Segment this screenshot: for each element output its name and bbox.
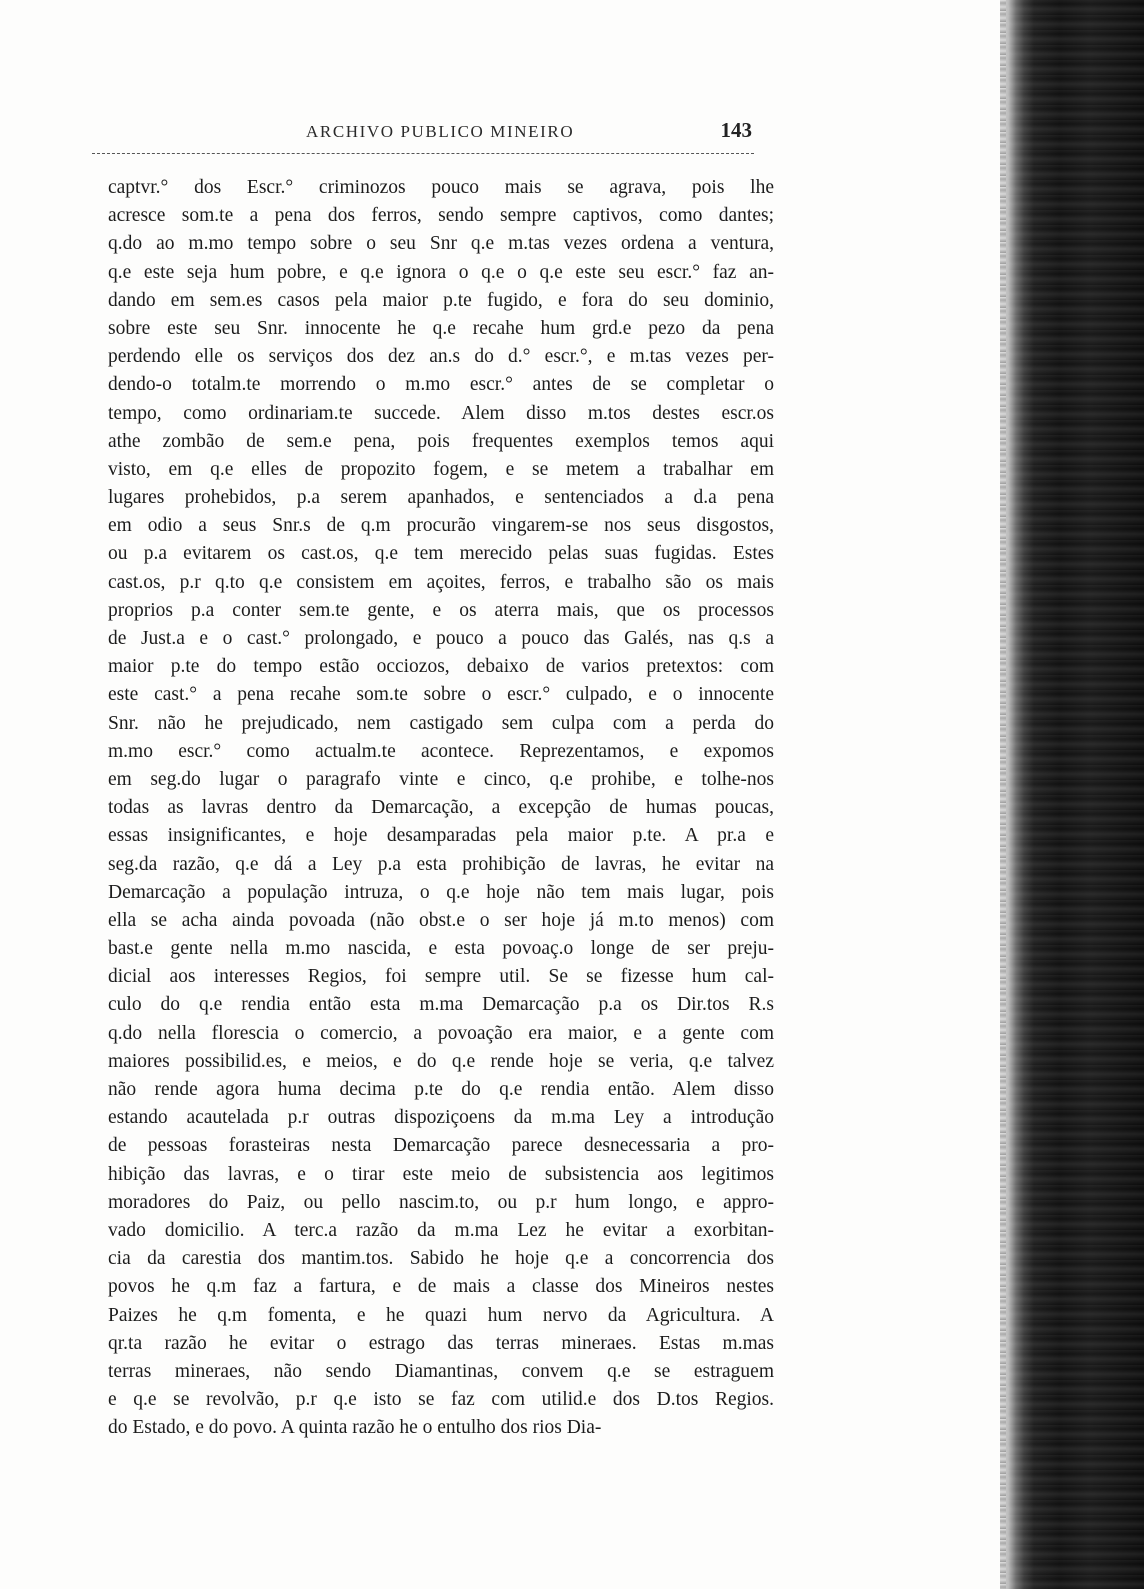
text-line: cast.os, p.r q.to q.e consistem em açoites, ferros, e trabalho são os mais: [108, 571, 774, 593]
running-title: ARCHIVO PUBLICO MINEIRO: [306, 122, 575, 141]
text-line: hibição das lavras, e o tirar este meio de subsistencia aos legitimos: [108, 1163, 774, 1185]
text-line: perdendo elle os serviços dos dez an.s do d.° escr.°, e m.tas vezes per-: [108, 346, 774, 368]
text-line: terras mineraes, não sendo Diamantinas, convem q.e se estraguem: [108, 1360, 774, 1382]
text-line: m.mo escr.° como actualm.te acontece. Reprezentamos, e expomos: [108, 740, 774, 762]
text-line: q.do ao m.mo tempo sobre o seu Snr q.e m.tas vezes ordena a ventura,: [108, 233, 774, 255]
text-line: acresce som.te a pena dos ferros, sendo sempre captivos, como dantes;: [108, 205, 774, 227]
text-line: não rende agora huma decima p.te do q.e rendia então. Alem disso: [108, 1079, 774, 1100]
text-line: bast.e gente nella m.mo nascida, e esta povoaç.o longe de ser preju-: [108, 938, 774, 960]
text-line: dando em sem.es casos pela maior p.te fugido, e fora do seu dominio,: [108, 289, 774, 311]
text-line: em odio a seus Snr.s de q.m procurão vingarem-se nos seus disgostos,: [108, 515, 774, 537]
text-line: sobre este seu Snr. innocente he q.e recahe hum grd.e pezo da pena: [108, 317, 774, 339]
text-line: todas as lavras dentro da Demarcação, a excepção de humas poucas,: [108, 797, 774, 819]
text-line: captvr.° dos Escr.° criminozos pouco mais se agrava, pois lhe: [108, 177, 774, 198]
text-line: estando acautelada p.r outras dispoziçoens da m.ma Ley a introdução: [108, 1107, 774, 1129]
page-number: 143: [720, 118, 752, 142]
page-edges: [1000, 0, 1006, 1589]
binding-texture: [1008, 0, 1144, 1589]
text-line: e q.e se revolvão, p.r q.e isto se faz com utilid.e dos D.tos Regios.: [108, 1389, 774, 1411]
text-line: athe zombão de sem.e pena, pois frequentes exemplos temos aqui: [108, 430, 774, 452]
text-line: tempo, como ordinariam.te succede. Alem disso m.tos destes escr.os: [108, 402, 774, 424]
text-line: maiores possibilid.es, e meios, e do q.e rende hoje se veria, q.e talvez: [108, 1050, 774, 1072]
text-line: cia da carestia dos mantim.tos. Sabido he hoje q.e a concorrencia dos: [108, 1248, 774, 1270]
text-line: culo do q.e rendia então esta m.ma Demarcação p.a os Dir.tos R.s: [108, 994, 774, 1016]
text-line: Paizes he q.m fomenta, e he quazi hum nervo da Agricultura. A: [108, 1304, 774, 1326]
header-rule: [92, 153, 754, 154]
text-line: maior p.te do tempo estão occiozos, debaixo de varios pretextos: com: [108, 656, 774, 678]
text-line: de Just.a e o cast.° prolongado, e pouco a pouco das Galés, nas q.s a: [108, 628, 774, 649]
text-line: de pessoas forasteiras nesta Demarcação parece desnecessaria a pro-: [108, 1135, 774, 1157]
text-line: lugares prohebidos, p.a serem apanhados, e sentenciados a d.a pena: [108, 487, 774, 509]
page-header: [108, 118, 754, 146]
body-text: [108, 174, 774, 1442]
text-line: este cast.° a pena recahe som.te sobre o escr.° culpado, e o innocente: [108, 684, 774, 706]
text-line: do Estado, e do povo. A quinta razão he o entulho dos rios Dia-: [108, 1417, 602, 1439]
text-line: ella se acha ainda povoada (não obst.e o ser hoje já m.to menos) com: [108, 909, 774, 931]
text-line: dendo-o totalm.te morrendo o m.mo escr.° antes de se completar o: [108, 374, 774, 396]
text-line: moradores do Paiz, ou pello nascim.to, ou p.r hum longo, e appro-: [108, 1191, 774, 1213]
text-line: essas insignificantes, e hoje desamparadas pela maior p.te. A pr.a e: [108, 825, 774, 847]
text-line: Snr. não he prejudicado, nem castigado sem culpa com a perda do: [108, 712, 774, 734]
text-line: q.e este seja hum pobre, e q.e ignora o q.e o q.e este seu escr.° faz an-: [108, 261, 774, 283]
text-line: povos he q.m faz a fartura, e de mais a classe dos Mineiros nestes: [108, 1276, 774, 1298]
text-line: vado domicilio. A terc.a razão da m.ma Lez he evitar a exorbitan-: [108, 1219, 774, 1241]
text-line: proprios p.a conter sem.te gente, e os aterra mais, que os processos: [108, 599, 774, 621]
text-line: ou p.a evitarem os cast.os, q.e tem merecido pelas suas fugidas. Estes: [108, 543, 774, 565]
text-line: qr.ta razão he evitar o estrago das terras mineraes. Estas m.mas: [108, 1332, 774, 1354]
text-line: q.do nella floresciа o comercio, a povoação era maior, e a gente com: [108, 1022, 774, 1044]
text-line: seg.da razão, q.e dá a Ley p.a esta prohibição de lavras, he evitar na: [108, 853, 774, 875]
text-line: em seg.do lugar o paragrafo vinte e cinco, q.e prohibe, e tolhe-nos: [108, 768, 774, 790]
text-line: dicial aos interesses Regios, foi sempre util. Se se fizesse hum cal-: [108, 966, 774, 988]
text-line: visto, em q.e elles de propozito fogem, e se metem a trabalhar em: [108, 458, 774, 480]
text-line: Demarcação a população intruza, o q.e hoje não tem mais lugar, pois: [108, 881, 774, 903]
